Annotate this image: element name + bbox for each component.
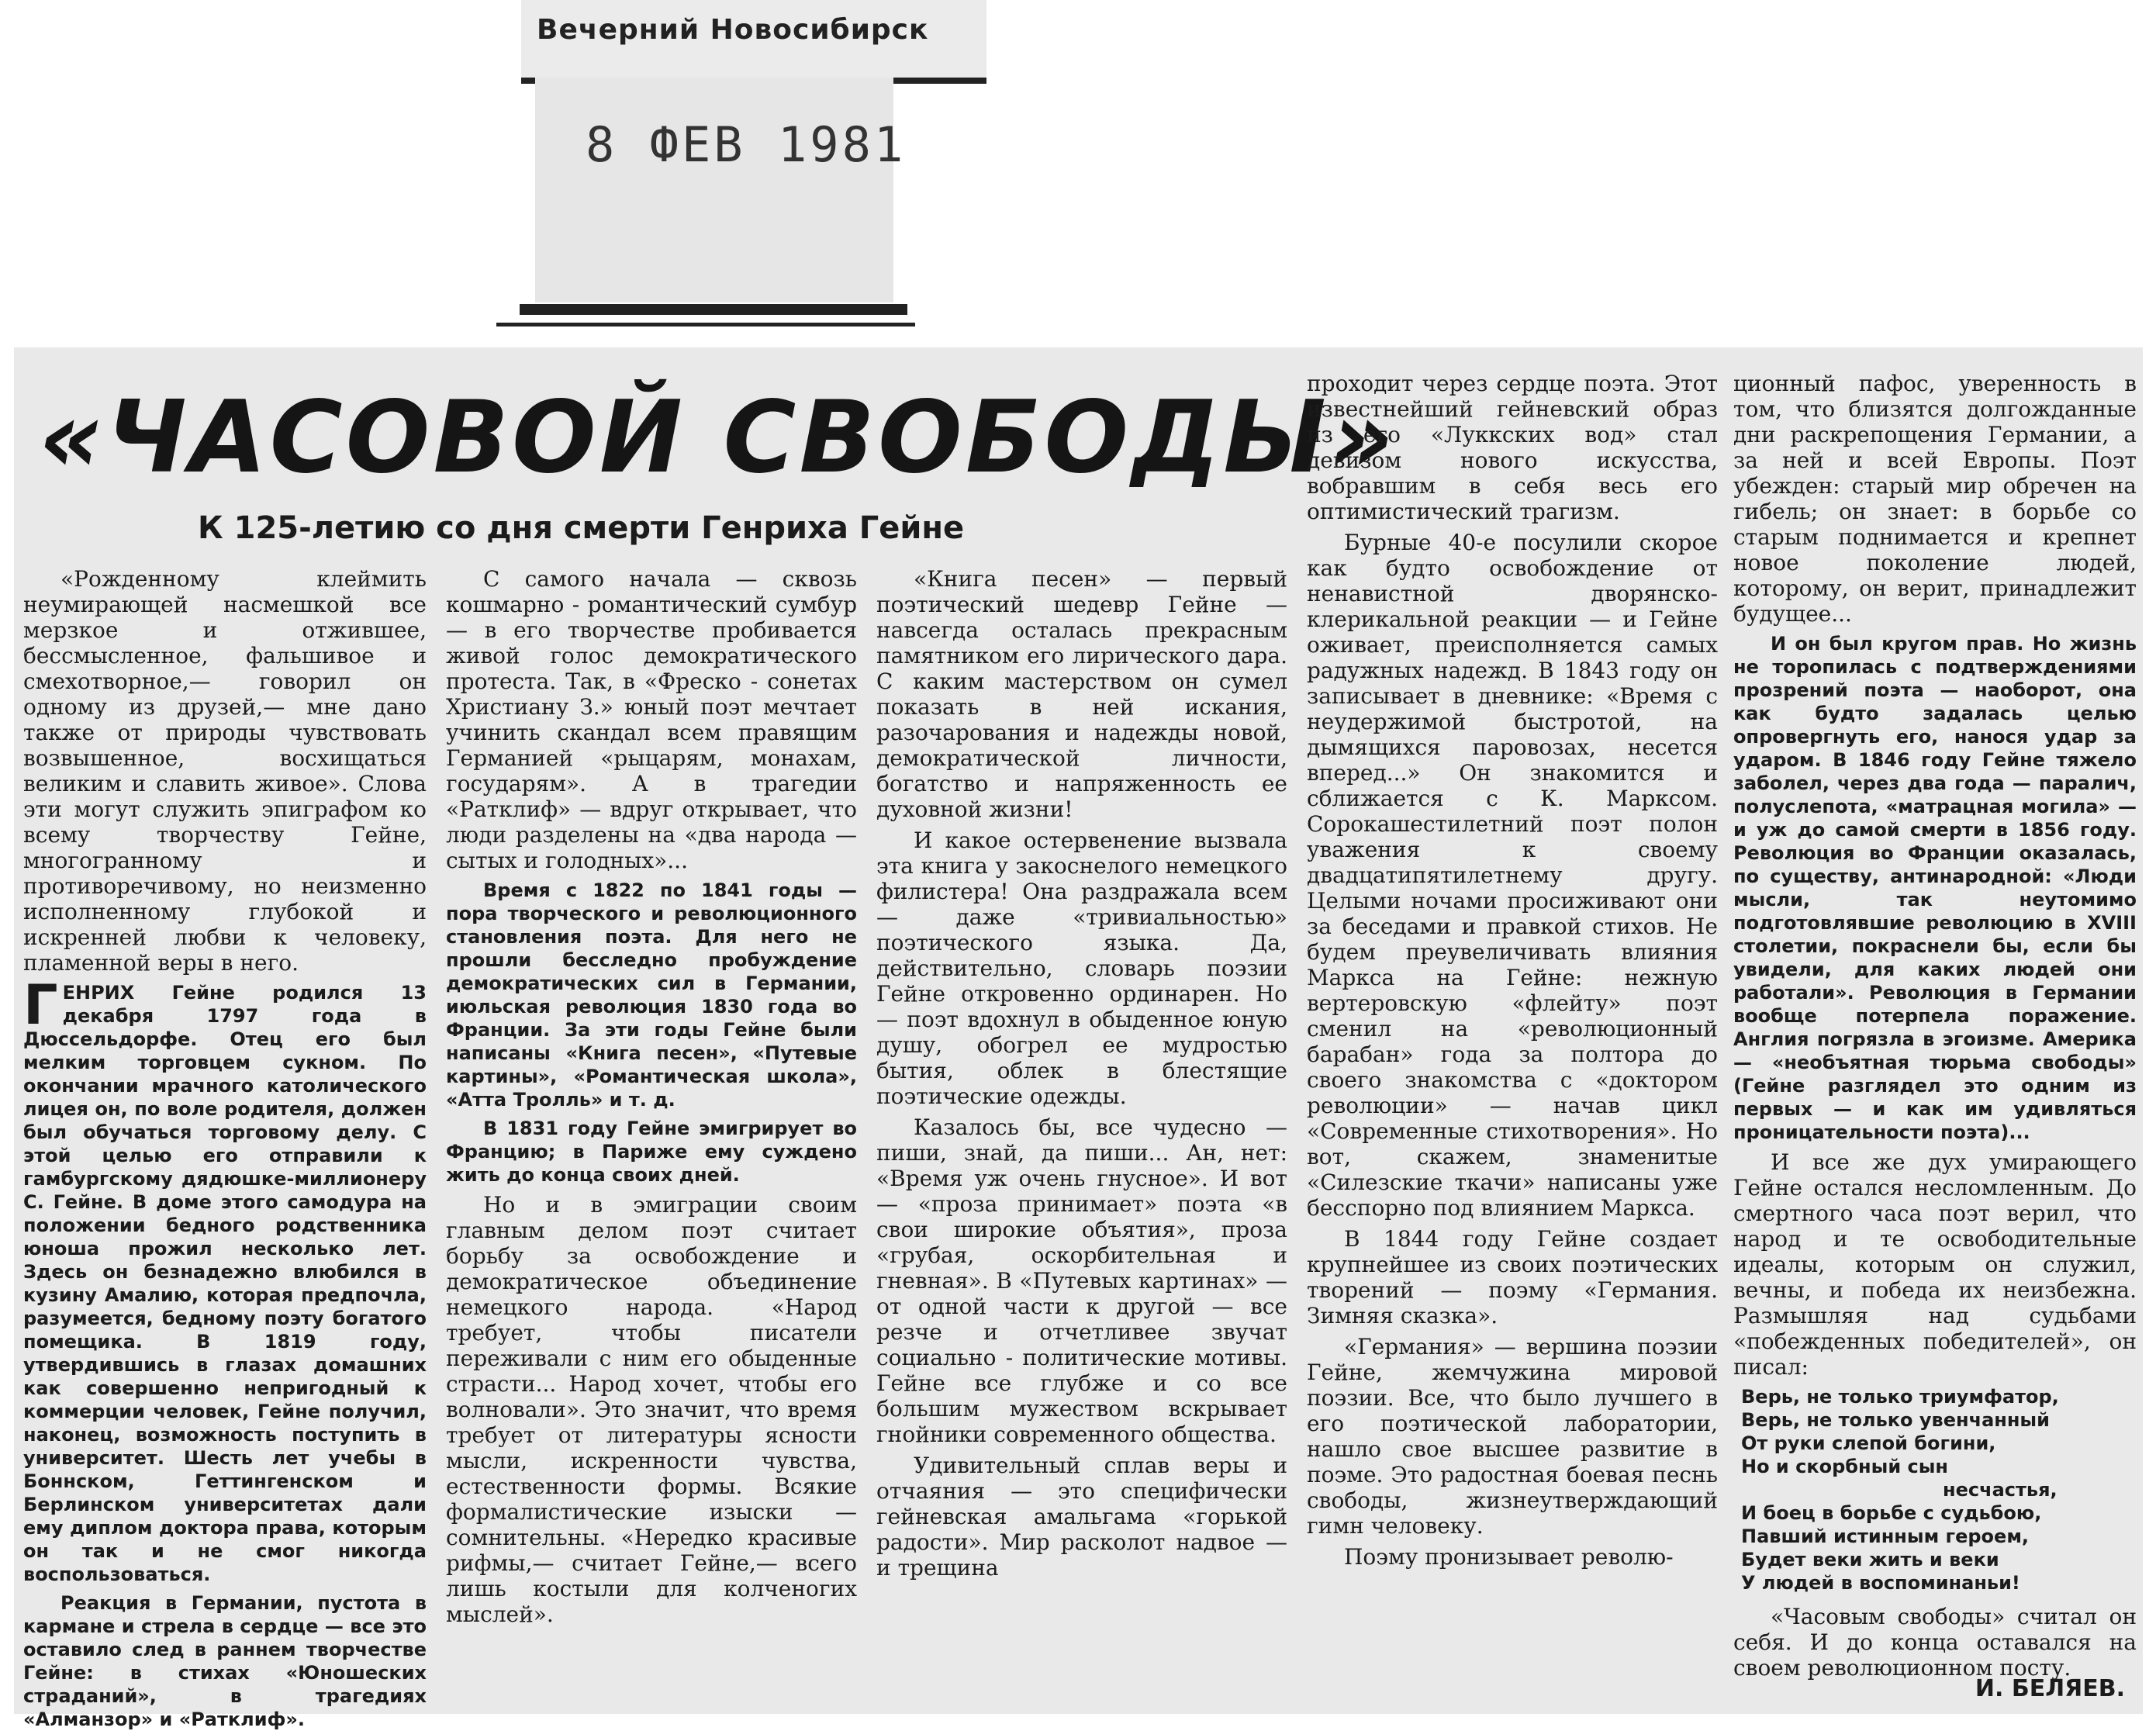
rule-thin — [496, 323, 915, 327]
paragraph: Казалось бы, все чудесно — пиши, знай, да пиши... Ан, нет: «Время уж очень гнусное». И вот — «проза принимает» поэта «в свои широкие объятия», проза «грубая, оскорбительная и гневная». В «Путевых картинах» — от одной части к другой — все резче и отчетливее звучат социально - политические мотивы. Гейне все глубже и со все большим мужеством вскрывает гнойники современного общества. — [876, 1114, 1287, 1447]
paragraph: И он был кругом прав. Но жизнь не торопилась с подтверждениями прозрений поэта — наоборот, она как будто задалась целью опровергнуть его, нанося удар за ударом. В 1846 году Гейне тяжело заболел, через два года — паралич, полуслепота, «матрацная могила» — и уж до самой смерти в 1856 году. Революция во Франции оказалась, по существу, антинародной: «Люди мысли, так неутомимо подготовлявшие революцию в XVIII столетии, покраснели бы, если бы увидели, для каких людей они работали». Революция в Германии вообще потерпела поражение. Англия погрязла в эгоизме. Америка — «необъятная тюрьма свободы» (Гейне разглядел это одним из первых — и как им удивляться проницательности поэта)... — [1733, 633, 2137, 1143]
poem-line: Но и скорбный сын — [1741, 1456, 1949, 1477]
column-5 — [1733, 371, 2137, 1706]
poem-line: Будет веки жить и веки — [1741, 1549, 1999, 1570]
paragraph: Поэму пронизывает револю- — [1344, 1544, 1674, 1570]
poem-line: Павший истинным героем, — [1741, 1525, 2030, 1547]
poem-line: Верь, не только увенчанный — [1741, 1409, 2050, 1431]
paragraph: «Германия» — вершина поэзии Гейне, жемчужина мировой поэзии. Все, что было лучшего в его поэтической лаборатории, нашло свое высшее развитие в поэме. Это радостная боевая песнь свободы, жизнеутверждающий гимн человеку. — [1307, 1334, 1718, 1539]
poem-line: несчастья, — [1943, 1479, 2058, 1501]
poem-line: У людей в воспоминаньи! — [1741, 1572, 2020, 1594]
paragraph: Реакция в Германии, пустота в кармане и стрела в сердце — все это оставило след в раннем творчестве Гейне: в стихах «Юношеских страданий», в трагедиях «Алманзор» и «Ратклиф». — [23, 1592, 427, 1730]
paragraph: «Часовым свободы» считал он себя. И до конца оставался на своем революционном посту. — [1733, 1604, 2137, 1681]
date-stamp-box — [535, 78, 893, 302]
paragraph: проходит через сердце поэта. Этот известнейший гейневский образ из его «Луккских вод» стал девизом нового искусства, вобравшим в себя весь его оптимистический трагизм. — [1307, 371, 1718, 524]
column-1 — [23, 566, 427, 1730]
paragraph-text: ЕНРИХ Гейне родился 13 декабря 1797 года в Дюссельдорфе. Отец его был мелким торговцем сукном. По окончании мрачного католического лицея он, по воле родителя, должен был обучаться торговому делу. С этой целью его отправили к гамбургскому дядюшке-миллионеру С. Гейне. В доме этого самодура на положении бедного родственника юноша прожил несколько лет. Здесь он безнадежно влюбился в кузину Амалию, которая предпочла, разумеется, бедному поэту богатого помещика. В 1819 году, утвердившись в глазах домашних как совершенно непригодный к коммерции человек, Гейне получил, наконец, возможность поступить в университет. Шесть лет учебы в Боннском, Геттингенском и Берлинском университетах дали ему диплом доктора права, которым он так и не смог никогда воспользоваться. — [23, 982, 427, 1585]
newspaper-name: Вечерний Новосибирск — [537, 14, 929, 46]
article-title: «ЧАСОВОЙ СВОБОДЫ» — [39, 380, 1397, 496]
column-4 — [1307, 371, 1718, 1706]
paragraph: ционный пафос, уверенность в том, что близятся долгожданные дни раскрепощения Германии, а за ней и всей Европы. Поэт убежден: старый мир обречен на гибель; он знает: в борьбе со старым поднимается и крепнет новое поколение людей, которому, он верит, принадлежит будущее... — [1733, 371, 2137, 627]
paragraph: И все же дух умирающего Гейне остался несломленным. До смертного часа поэт верил, что народ и те освободительные идеалы, которым он служил, вечны, и победа их неизбежна. Размышляя над судьбами «побежденных победителей», он писал: — [1733, 1149, 2137, 1380]
drop-cap: Г — [23, 973, 58, 1037]
paragraph: В 1844 году Гейне создает крупнейшее из своих поэтических творений — поэму «Германия. Зимняя сказка». — [1307, 1226, 1718, 1328]
paragraph — [23, 973, 427, 1586]
column-3 — [876, 566, 1287, 1706]
date-stamp: 8 ФЕВ 1981 — [586, 116, 907, 173]
paragraph: В 1831 году Гейне эмигрирует во Францию; в Париже ему суждено жить до конца своих дней. — [446, 1118, 857, 1186]
paragraph: «Книга песен» — первый поэтический шедевр Гейне — навсегда осталась прекрасным памятником его лирического дара. С каким мастерством он сумел показать в ней искания, разочарования и надежды новой, демократической личности, богатство и напряженность ее духовной жизни! — [876, 566, 1287, 822]
paragraph: Удивительный сплав веры и отчаяния — это специфически гейневская амальгама «горькой радости». Мир расколот надвое — и трещина — [876, 1453, 1287, 1581]
paragraph: Но и в эмиграции своим главным делом поэт считает борьбу за освобождение и демократическое объединение немецкого народа. «Народ требует, чтобы писатели переживали с ним его обыденные страсти... Народ хочет, чтобы его волновали». Это значит, что время требует от литературы ясности мысли, искренности чувства, естественности формы. Всякие формалистические изыски — сомнительны. «Нередко красивые рифмы,— считает Гейне,— всего лишь костыли для колченогих мыслей». — [446, 1192, 857, 1627]
paragraph: Время с 1822 по 1841 годы — пора творческого и революционного становления поэта. Для него не прошли бесследно пробуждение демократических сил в Германии, июльская революция 1830 года во Франции. За эти годы Гейне были написаны «Книга песен», «Путевые картины», «Романтическая школа», «Атта Тролль» и т. д. — [446, 879, 857, 1111]
paragraph: «Рожденному клеймить неумирающей насмешкой все мерзкое и отжившее, бессмысленное, фальшивое и смехотворное,— говорил он одному из друзей,— мне дано также от природы чувствовать возвышенное, восхищаться великим и славить живое». Слова эти могут служить эпиграфом ко всему творчеству Гейне, многогранному и противоречивому, но неизменно исполненному глубокой и искренней любви к человеку, пламенной веры в него. — [23, 566, 427, 976]
article-subtitle: К 125-летию со дня смерти Генриха Гейне — [198, 510, 965, 546]
paragraph: Бурные 40-е посулили скорое как будто освобождение от ненавистной дворянско-клерикальной реакции — и Гейне оживает, преисполняется самых радужных надежд. В 1843 году он записывает в дневнике: «Время с неудержимой быстротой, на дымящихся паровозах, несется вперед...» Он знакомится и сближается с К. Марксом. Сорокашестилетний поэт полон уважения к своему двадцатипятилетнему другу. Целыми ночами просиживают они за беседами и правкой стихов. Не будем преувеличивать влияния Маркса на Гейне: нежную вертеровскую «флейту» поэт сменил на «революционный барабан» года за полтора до своего знакомства с «доктором революции» — начав цикл «Современные стихотворения». Но вот, скажем, знаменитые «Силезские ткачи» написаны уже бесспорно под влиянием Маркса. — [1307, 530, 1718, 1221]
poem-line: И боец в борьбе с судьбою, — [1741, 1502, 2042, 1524]
poem-line: От руки слепой богини, — [1741, 1432, 1996, 1454]
masthead — [521, 0, 986, 84]
author-signature: И. БЕЛЯЕВ. — [1975, 1675, 2125, 1702]
paragraph: С самого начала — сквозь кошмарно - романтический сумбур — в его творчестве пробивается живой голос демократического протеста. Так, в «Фреско - сонетах Христиану З.» юный поэт мечтает учинить скандал всем правящим Германией «рыцарям, монахам, государям». А в трагедии «Ратклиф» — вдруг открывает, что люди разделены на «два народа — сытых и голодных»... — [446, 566, 857, 873]
poem-quote — [1741, 1385, 2137, 1595]
poem-line: Верь, не только триумфатор, — [1741, 1386, 2059, 1408]
column-2 — [446, 566, 857, 1706]
paragraph: И какое остервенение вызвала эта книга у закоснелого немецкого филистера! Она раздражала всем — даже «тривиальностью» поэтического языка. Да, действительно, словарь поэзии Гейне откровенно ординарен. Но — поэт вдохнул в обыденное юную душу, обогрел ее мудростью бытия, облек в блестящие поэтические одежды. — [876, 827, 1287, 1109]
rule-thick — [520, 304, 907, 315]
